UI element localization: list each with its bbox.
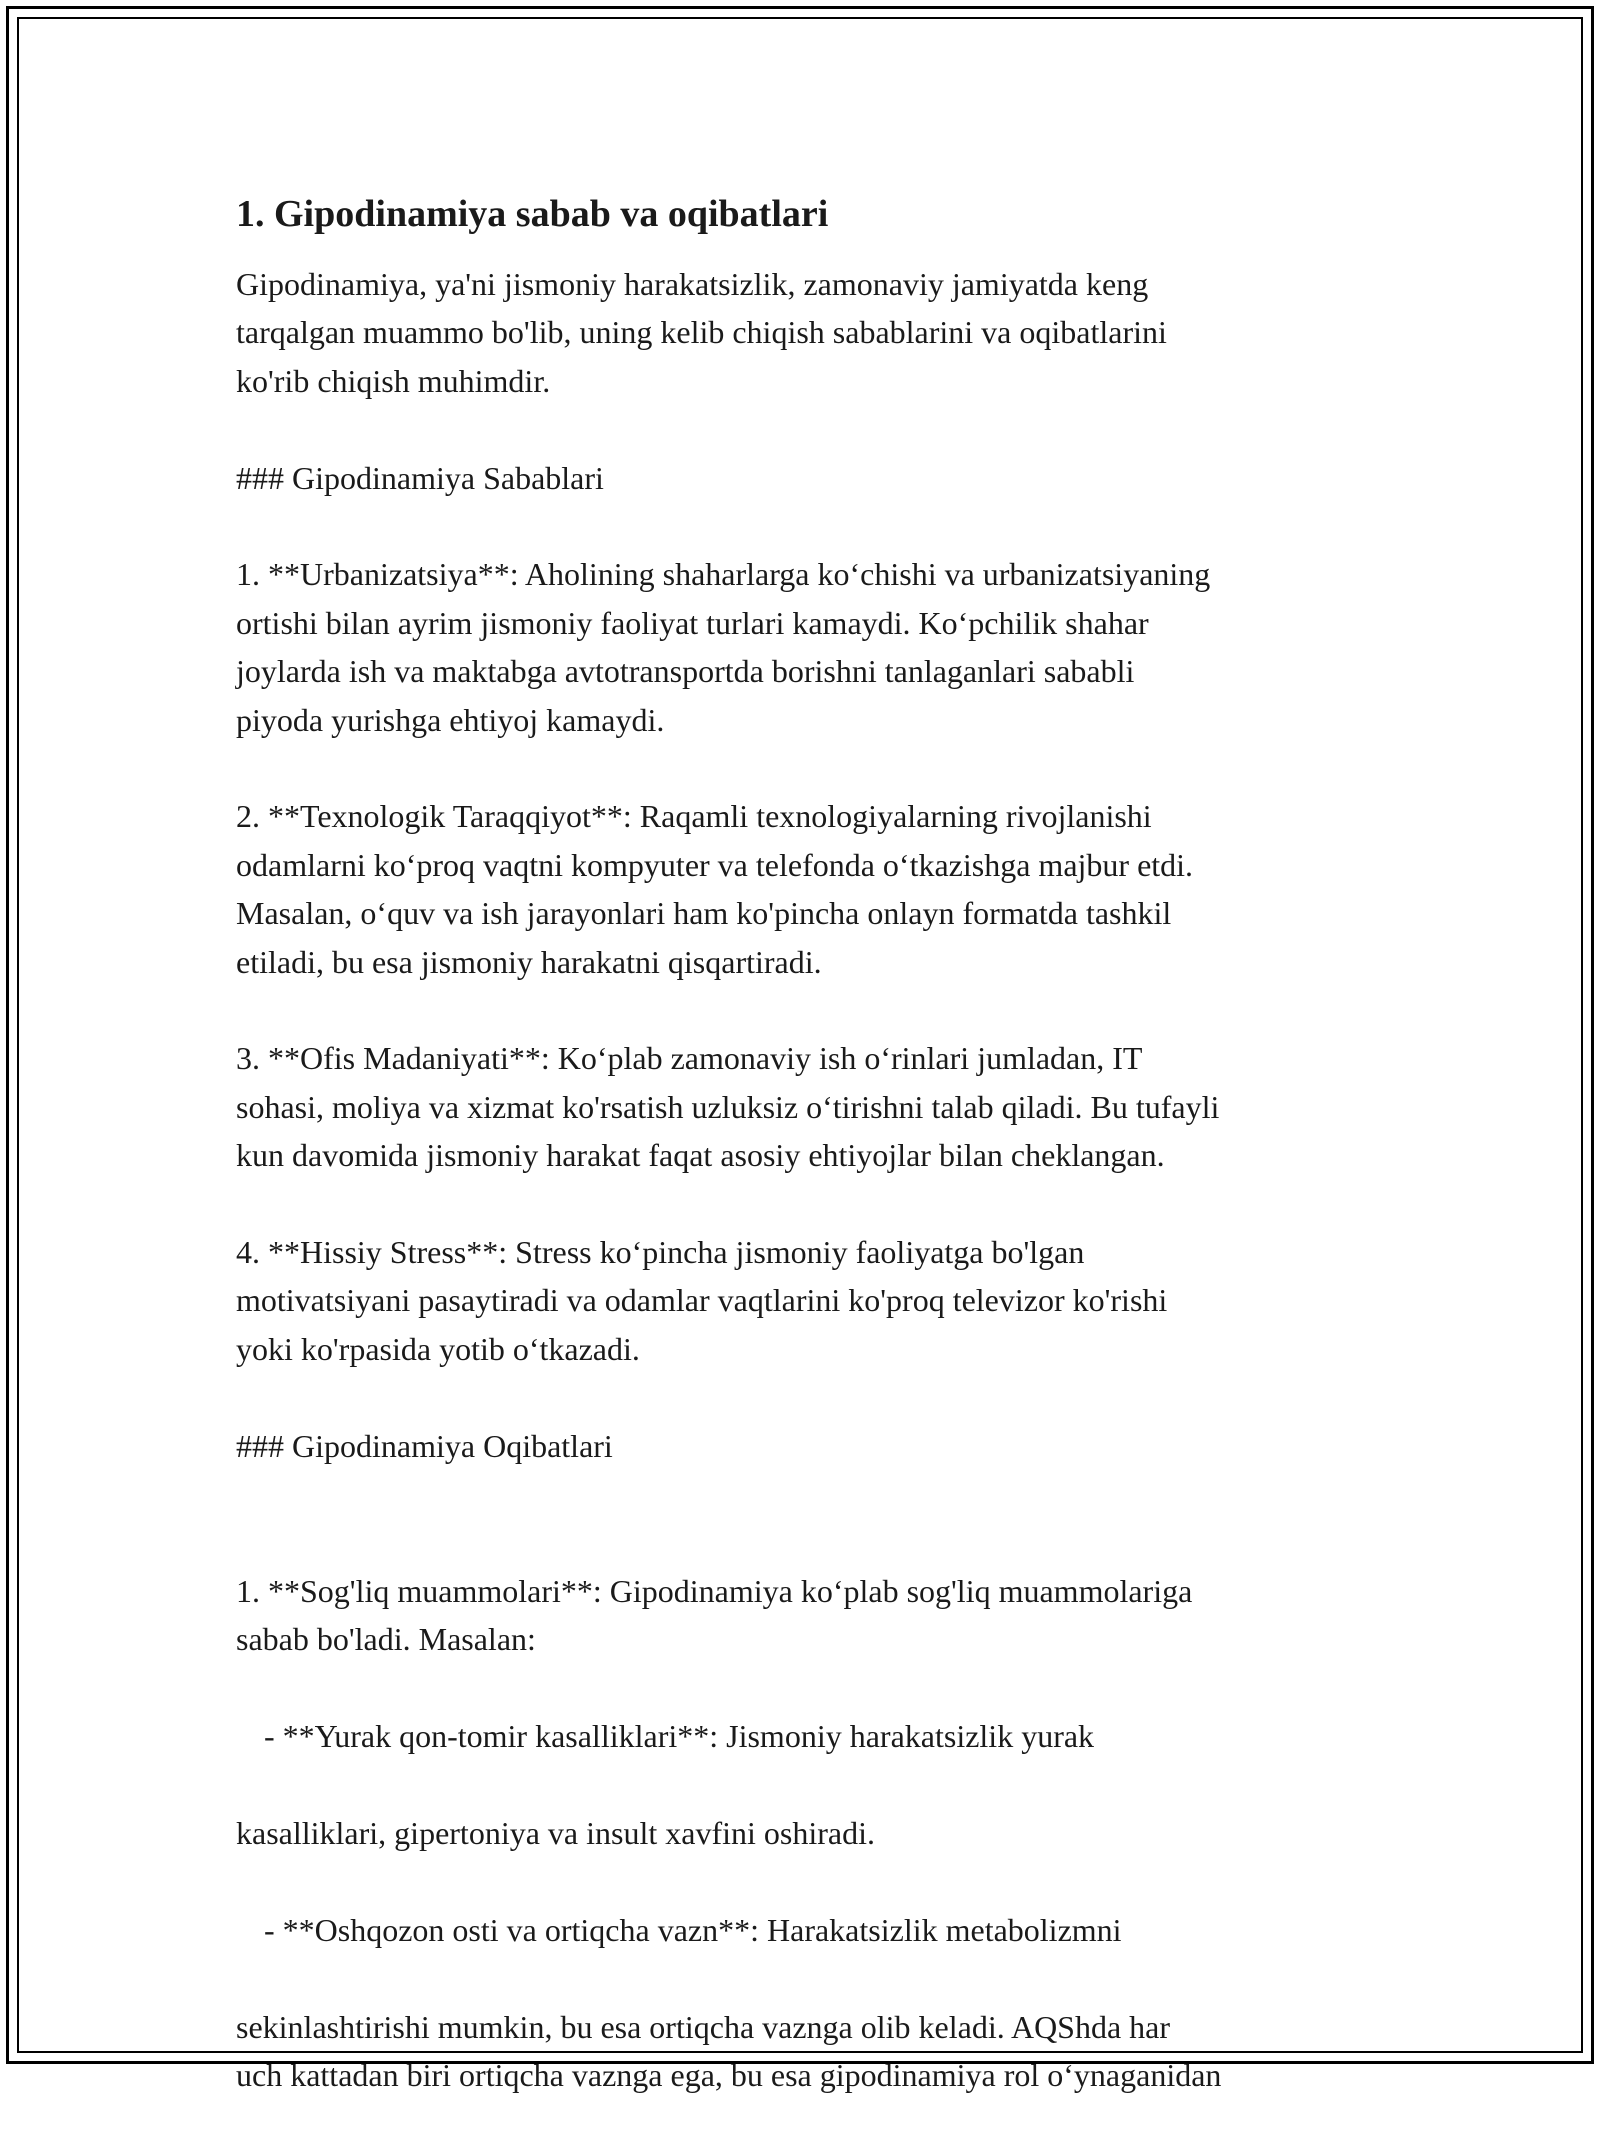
document-title: 1. Gipodinamiya sabab va oqibatlari xyxy=(236,193,829,235)
section-heading-causes: ### Gipodinamiya Sabablari xyxy=(236,459,604,496)
effect-item-health xyxy=(236,1518,1386,2147)
section-heading-effects: ### Gipodinamiya Oqibatlari xyxy=(236,1427,613,1464)
cause-item-urbanization: 1. **Urbanizatsiya**: Aholining shaharlarga ko‘chishi va urbanizatsiyaning ortishi bilan ayrim jismoniy faoliyat turlari kamaydi. Ko‘pchilik shahar joylarda ish va maktabga avtotransportda borishni tanlaganlari sababli piyoda yurishga ehtiyoj kamaydi. xyxy=(236,556,1211,738)
cause-item-office-culture: 3. **Ofis Madaniyati**: Ko‘plab zamonaviy ish o‘rinlari jumladan, IT sohasi, moliya va xizmat ko'rsatish uzluksiz o‘tirishni talab qiladi. Bu tufayli kun davomida jismoniy harakat faqat asosiy ehtiyojlar bilan cheklangan. xyxy=(236,1040,1220,1174)
effect-subitem-weight-first: - **Oshqozon osti va ortiqcha vazn**: Harakatsizlik metabolizmni xyxy=(264,1911,1122,1948)
cause-item-technology: 2. **Texnologik Taraqqiyot**: Raqamli texnologiyalarning rivojlanishi odamlarni ko‘proq vaqtni kompyuter va telefonda o‘tkazishga majbur etdi. Masalan, o‘quv va ish jarayonlari ham ko'pincha onlayn formatda tashkil etiladi, bu esa jismoniy harakatni qisqartiradi. xyxy=(236,798,1194,980)
cause-item-emotional-stress: 4. **Hissiy Stress**: Stress ko‘pincha jismoniy faoliyatga bo'lgan motivatsiyani pasaytiradi va odamlar vaqtlarini ko'proq televizor ko'rishi yoki ko'rpasida yotib o‘tkazadi. xyxy=(236,1234,1168,1367)
intro-paragraph: Gipodinamiya, ya'ni jismoniy harakatsizlik, zamonaviy jamiyatda keng tarqalgan muammo bo'lib, uning kelib chiqish sabablarini va oqibatlarini ko'rib chiqish muhimdir. xyxy=(236,266,1167,399)
effect-subitem-cardio-rest: kasalliklari, gipertoniya va insult xavfini oshiradi. xyxy=(236,1814,875,1851)
effect-item-health-lead: 1. **Sog'liq muammolari**: Gipodinamiya ko‘plab sog'liq muammolariga sabab bo'ladi. Masalan: xyxy=(236,1572,1193,1658)
effect-subitem-cardio-first: - **Yurak qon-tomir kasalliklari**: Jismoniy harakatsizlik yurak xyxy=(264,1718,1095,1755)
document-body xyxy=(236,190,1386,2148)
effect-subitem-weight-rest: sekinlashtirishi mumkin, bu esa ortiqcha vaznga olib keladi. AQShda har uch kattadan biri ortiqcha vaznga ega, bu esa gipodinamiya rol o‘ynaganidan xyxy=(236,2008,1222,2093)
